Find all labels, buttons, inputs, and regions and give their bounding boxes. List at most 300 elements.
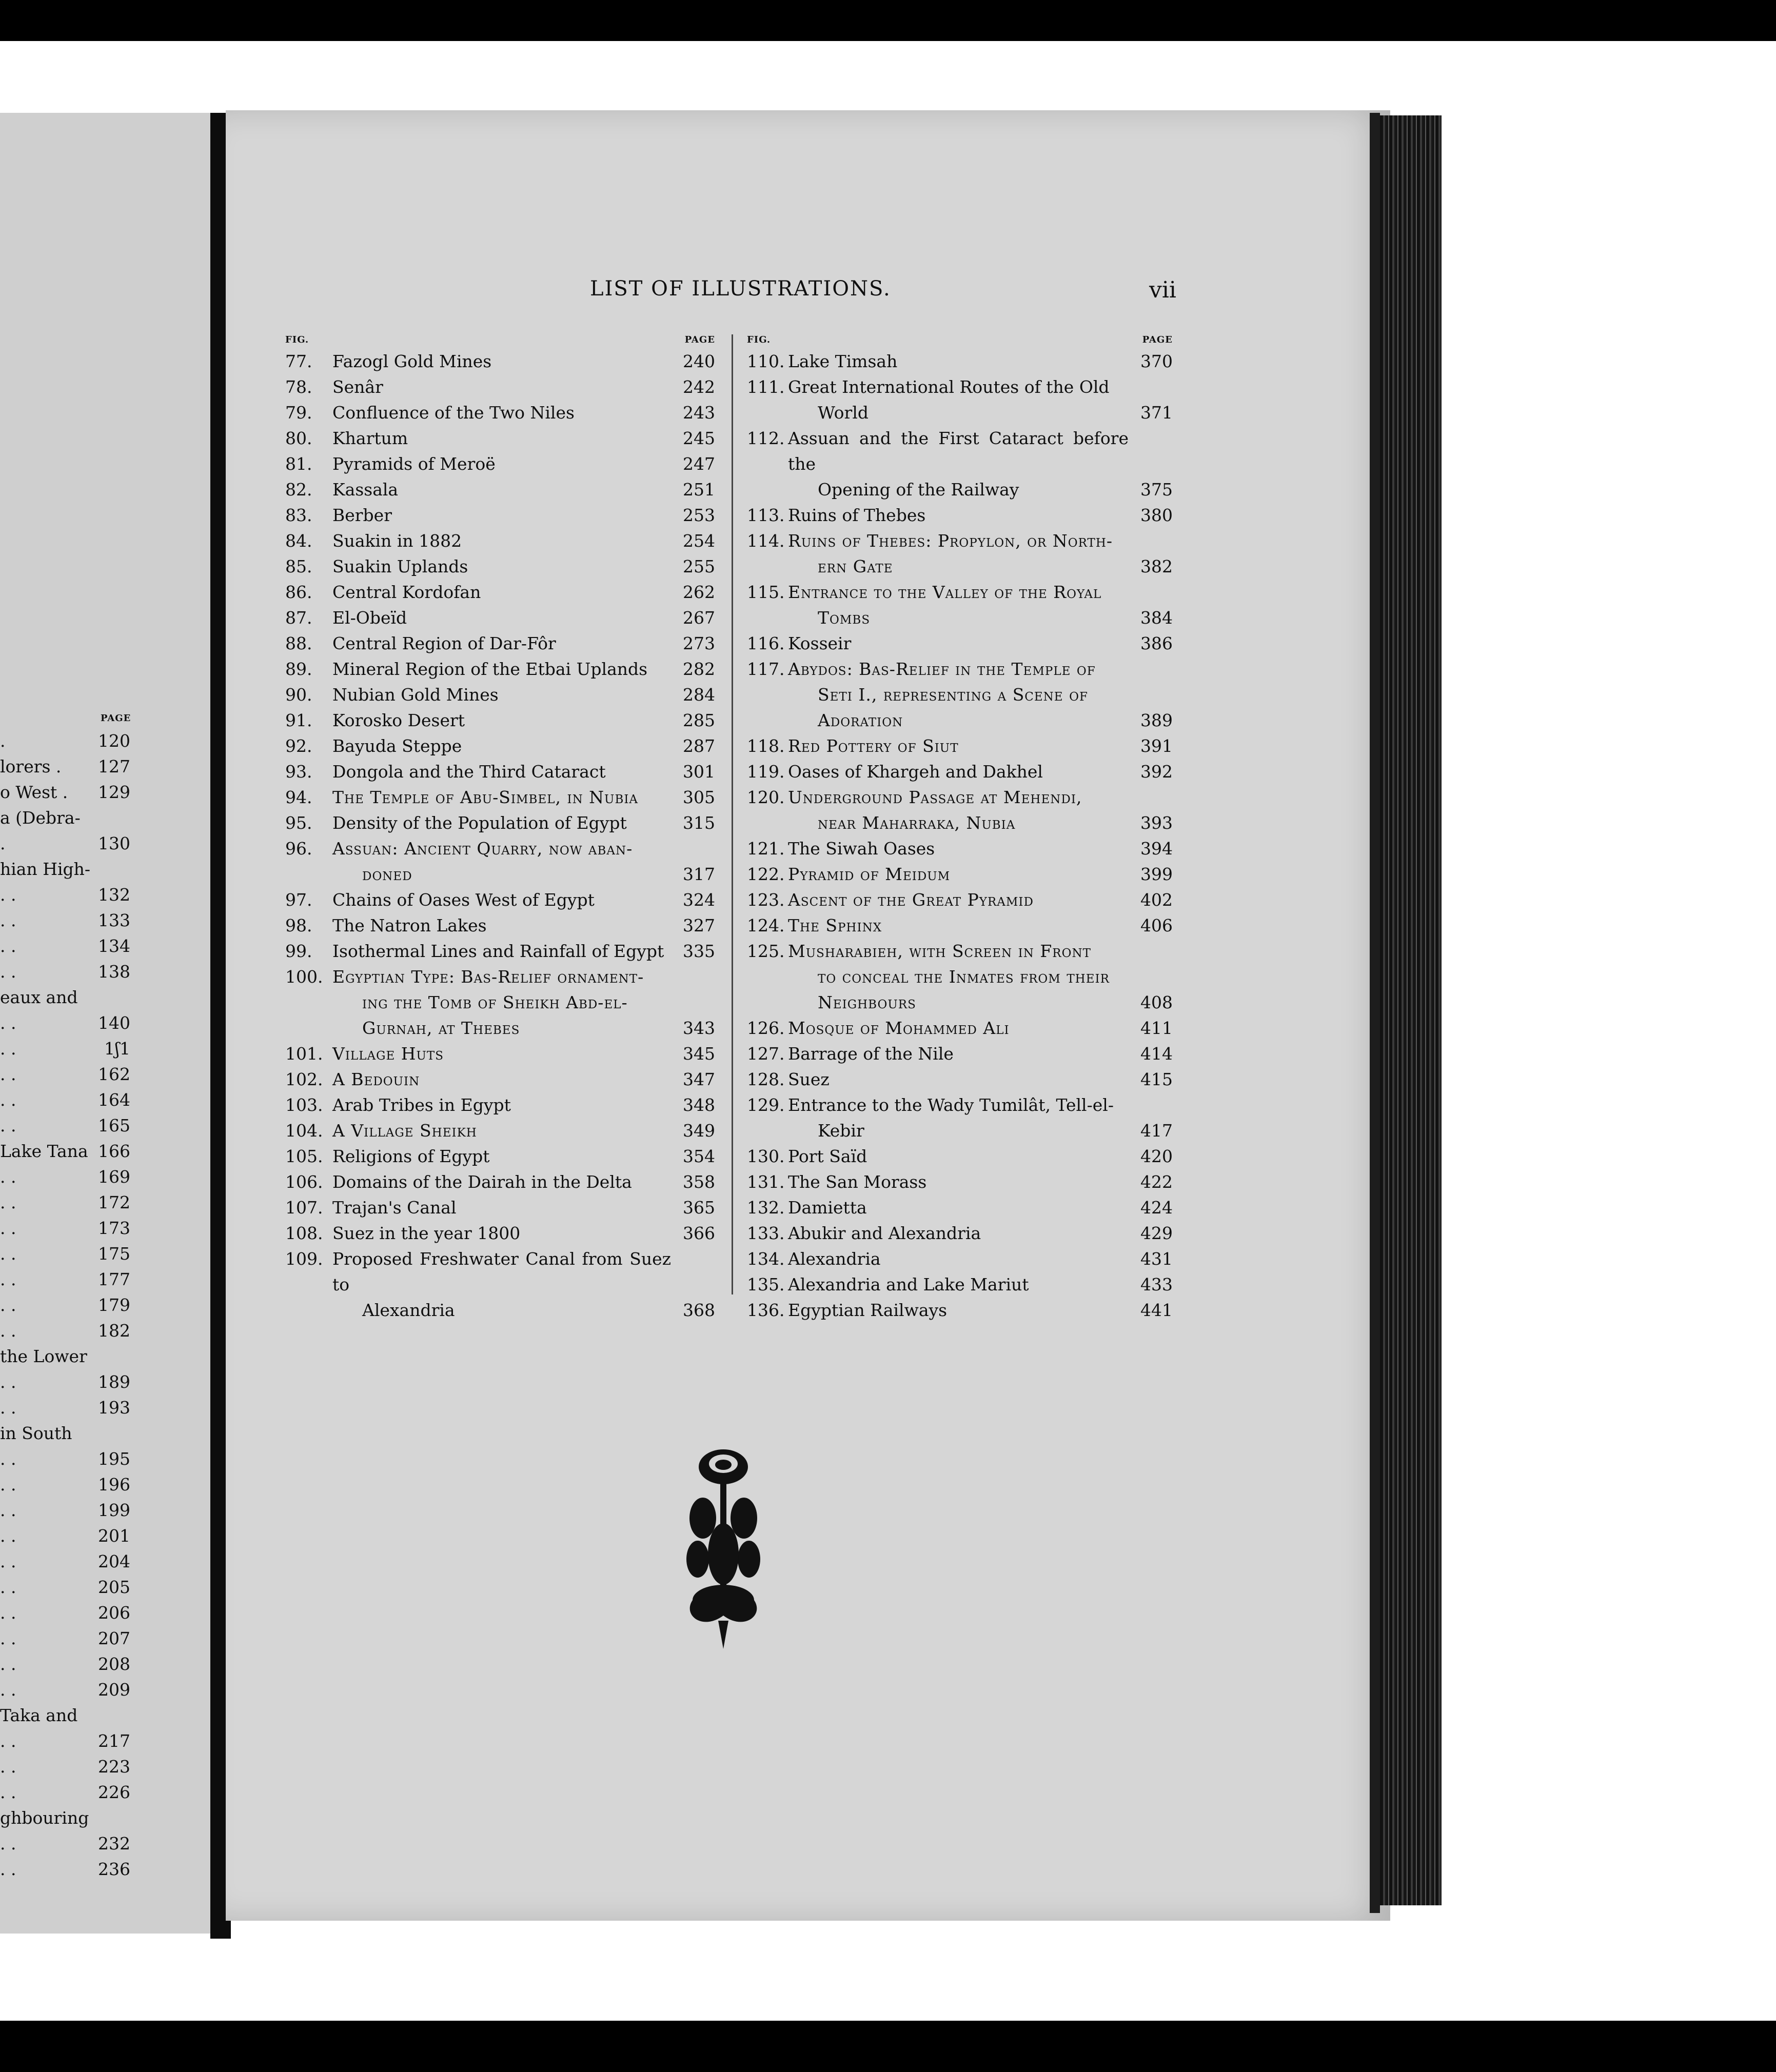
left-page-row-text: . . — [0, 1449, 16, 1469]
figure-title — [332, 451, 671, 477]
figure-title-line: Domains of the Dairah in the Delta — [332, 1172, 632, 1192]
figure-number: 80. — [285, 428, 312, 448]
figure-title-line: The Temple of Abu-Simbel, in Nubia — [332, 787, 639, 807]
left-page-row-page: 169 — [98, 1167, 130, 1187]
page-ref: 315 — [683, 813, 715, 833]
figure-title — [332, 1246, 671, 1323]
left-page-row — [0, 1600, 149, 1626]
figure-title-line: Barrage of the Nile — [788, 1044, 954, 1064]
page-ref: 375 — [1140, 480, 1173, 500]
left-page-row-text: . . — [0, 1398, 16, 1418]
list-item — [285, 528, 715, 554]
left-page-row-text: . . — [0, 1372, 16, 1392]
figure-title — [788, 1169, 1129, 1195]
page-ref: 345 — [683, 1044, 715, 1064]
figure-number: 129. — [747, 1095, 785, 1115]
left-page-row-text: in South — [0, 1423, 72, 1443]
left-page-row-page: 208 — [98, 1654, 130, 1674]
left-page-row-text: . . — [0, 1834, 16, 1854]
fig-label: FIG. — [285, 334, 309, 345]
figure-title — [788, 836, 1129, 862]
figure-title-line: Mosque of Mohammed Ali — [788, 1018, 1010, 1038]
left-page-row-page: 164 — [98, 1090, 130, 1110]
left-page-row-text: . . — [0, 1757, 16, 1777]
list-item — [285, 733, 715, 759]
figure-title-line: Ruins of Thebes — [788, 505, 926, 525]
figure-number: 135. — [747, 1274, 785, 1294]
figure-number: 121. — [747, 839, 785, 859]
figure-number: 111. — [747, 377, 785, 397]
list-item — [285, 451, 715, 477]
figure-title-line: Entrance to the Wady Tumilât, Tell-el- — [788, 1095, 1114, 1115]
figure-number: 79. — [285, 403, 312, 423]
left-page-row-page: 120 — [98, 731, 130, 751]
left-page-row — [0, 933, 149, 959]
page-ref: 242 — [683, 377, 715, 397]
figure-title-line: doned — [362, 864, 412, 884]
list-item — [285, 682, 715, 708]
left-page-row-text: eaux and — [0, 987, 78, 1007]
figure-title — [332, 426, 671, 451]
book-cover-edge — [1380, 115, 1442, 1905]
figure-title-line: Pyramids of Meroë — [332, 454, 496, 474]
page-ref: 254 — [683, 531, 715, 551]
left-page-row-text: . . — [0, 1013, 16, 1033]
figure-title-line: Senâr — [332, 377, 383, 397]
left-page-row-text: . . — [0, 1526, 16, 1546]
page-ref: 287 — [683, 736, 715, 756]
figure-title — [332, 580, 671, 605]
left-page-row — [0, 1626, 149, 1651]
floral-ornament-icon — [682, 1446, 764, 1651]
figure-number: 99. — [285, 941, 312, 961]
figure-title-line: Adoration — [818, 710, 903, 730]
left-page-row-page: 217 — [98, 1731, 130, 1751]
figure-title — [332, 503, 671, 528]
list-item — [285, 708, 715, 733]
page-ref: 335 — [683, 941, 715, 961]
page-ref: 433 — [1140, 1274, 1173, 1294]
figure-title — [332, 477, 671, 503]
list-item — [285, 887, 715, 913]
page-ref: 417 — [1140, 1121, 1173, 1141]
list-item — [747, 836, 1173, 862]
left-page-row — [0, 1010, 149, 1036]
figure-title — [788, 1272, 1129, 1298]
left-page-row — [0, 985, 149, 1010]
figure-title-line: Great International Routes of the Old — [788, 377, 1110, 397]
left-page-row-text: . . — [0, 1500, 16, 1520]
left-page-row-page: 130 — [98, 833, 130, 853]
left-page-row — [0, 805, 149, 831]
figure-title-line: Fazogl Gold Mines — [332, 351, 492, 371]
figure-number: 125. — [747, 941, 785, 961]
page-ref: 267 — [683, 608, 715, 628]
page-ref: 420 — [1140, 1146, 1173, 1166]
left-page-row-page: 134 — [98, 936, 130, 956]
left-page-row-page: 182 — [98, 1321, 130, 1341]
left-page-row-text: lorers . — [0, 756, 62, 776]
figure-title-line: Abydos: Bas-Relief in the Temple of — [788, 659, 1096, 679]
figure-title — [332, 1041, 671, 1067]
left-page-row-text: Taka and — [0, 1705, 78, 1725]
left-page-row — [0, 1062, 149, 1087]
left-page — [0, 113, 215, 1934]
figure-title-line: Musharabieh, with Screen in Front — [788, 941, 1091, 961]
figure-number: 105. — [285, 1146, 323, 1166]
figure-title-line: Egyptian Railways — [788, 1300, 948, 1320]
figure-title — [788, 426, 1129, 503]
left-page-row — [0, 1241, 149, 1267]
left-page-row-page: 127 — [98, 756, 130, 776]
figure-number: 107. — [285, 1198, 323, 1218]
figure-title-line: A Village Sheikh — [332, 1121, 477, 1141]
left-page-row-text: . . — [0, 1218, 16, 1238]
list-item — [285, 1118, 715, 1144]
page-ref: 382 — [1140, 556, 1173, 576]
figure-title — [332, 759, 671, 785]
figure-title — [332, 1169, 671, 1195]
figure-number: 82. — [285, 480, 312, 500]
figure-number: 130. — [747, 1146, 785, 1166]
list-item — [747, 733, 1173, 759]
figure-title-line: Proposed Freshwater Canal from Suez to — [332, 1249, 671, 1294]
left-page-row — [0, 1421, 149, 1446]
list-item — [747, 528, 1173, 580]
figure-title-line: Assuan and the First Cataract before the — [788, 428, 1129, 474]
figure-title — [788, 349, 1129, 374]
figure-title-line: near Maharraka, Nubia — [818, 813, 1016, 833]
page-ref: 370 — [1140, 351, 1173, 371]
figure-title — [332, 1221, 671, 1246]
figure-number: 131. — [747, 1172, 785, 1192]
left-page-row-text: . . — [0, 885, 16, 905]
figure-title-line: Religions of Egypt — [332, 1146, 490, 1166]
left-page-row — [0, 1292, 149, 1318]
list-item — [747, 862, 1173, 887]
figure-title-line: Korosko Desert — [332, 710, 465, 730]
page-label: PAGE — [1142, 334, 1173, 345]
page-ref: 349 — [683, 1121, 715, 1141]
entries-left — [285, 349, 715, 1323]
list-item — [285, 554, 715, 580]
list-item — [747, 1015, 1173, 1041]
figure-number: 112. — [747, 428, 785, 448]
page-ref: 386 — [1140, 633, 1173, 653]
page-ref: 343 — [683, 1018, 715, 1038]
figure-title-line: Egyptian Type: Bas-Relief ornament- — [332, 967, 644, 987]
left-page-row — [0, 1036, 149, 1062]
running-head: LIST OF ILLUSTRATIONS. — [590, 277, 891, 301]
figure-title-line: Ruins of Thebes: Propylon, or North- — [788, 531, 1113, 551]
figure-title-line: Suakin Uplands — [332, 556, 468, 576]
left-page-row-text: . — [0, 731, 6, 751]
figure-title — [332, 939, 671, 964]
figure-title-line: Port Saïd — [788, 1146, 867, 1166]
figure-title — [788, 939, 1129, 1015]
figure-title — [332, 1144, 671, 1169]
left-page-row — [0, 1395, 149, 1421]
page-ref: 424 — [1140, 1198, 1173, 1218]
page-edge — [1370, 113, 1380, 1913]
left-page-row-page: 189 — [98, 1372, 130, 1392]
figure-title — [332, 733, 671, 759]
figure-title-line: ern Gate — [818, 556, 893, 576]
left-page-row — [0, 1703, 149, 1728]
page-ref: 368 — [683, 1300, 715, 1320]
figure-title-line: Dongola and the Third Cataract — [332, 762, 606, 782]
left-page-row-page: 199 — [98, 1500, 130, 1520]
page-number: vii — [1149, 277, 1177, 303]
list-item — [285, 964, 715, 1041]
figure-number: 127. — [747, 1044, 785, 1064]
figure-title — [788, 862, 1129, 887]
left-page-row — [0, 1267, 149, 1292]
figure-title-line: Alexandria — [788, 1249, 881, 1269]
figure-title — [332, 1067, 671, 1092]
list-item — [747, 1144, 1173, 1169]
figure-number: 81. — [285, 454, 312, 474]
figure-number: 118. — [747, 736, 785, 756]
figure-number: 109. — [285, 1249, 323, 1269]
figure-number: 85. — [285, 556, 312, 576]
figure-number: 89. — [285, 659, 312, 679]
list-item — [285, 605, 715, 631]
left-page-row — [0, 1164, 149, 1190]
left-page-row-page: 177 — [98, 1269, 130, 1289]
page-ref: 366 — [683, 1223, 715, 1243]
figure-title-line: Suez — [788, 1069, 830, 1089]
list-item — [285, 503, 715, 528]
left-page-row-text: . . — [0, 1269, 16, 1289]
left-page-row-text: . . — [0, 1859, 16, 1879]
left-page-row — [0, 1344, 149, 1369]
left-page-row-text: . . — [0, 936, 16, 956]
left-page-row-text: . . — [0, 1064, 16, 1084]
figure-number: 83. — [285, 505, 312, 525]
left-page-row-page: 179 — [98, 1295, 130, 1315]
list-item — [747, 1041, 1173, 1067]
figure-title-line: Oases of Khargeh and Dakhel — [788, 762, 1043, 782]
figure-title — [788, 580, 1129, 631]
figure-title — [332, 374, 671, 400]
left-page-row — [0, 1575, 149, 1600]
figure-number: 128. — [747, 1069, 785, 1089]
figure-title-line: Kassala — [332, 480, 399, 500]
figure-number: 126. — [747, 1018, 785, 1038]
list-item — [285, 785, 715, 810]
page-ref: 253 — [683, 505, 715, 525]
left-page-row-text: . . — [0, 1603, 16, 1623]
figure-number: 84. — [285, 531, 312, 551]
figure-number: 117. — [747, 659, 785, 679]
list-item — [285, 836, 715, 887]
left-page-row — [0, 882, 149, 908]
left-page-row-text: . . — [0, 1039, 16, 1059]
list-item — [747, 349, 1173, 374]
left-page-row-page: 195 — [98, 1449, 130, 1469]
page-ref: 348 — [683, 1095, 715, 1115]
figure-title-line: El-Obeïd — [332, 608, 407, 628]
left-page-row-page: 1ʃ1 — [104, 1039, 130, 1059]
page-ref: 282 — [683, 659, 715, 679]
figure-number: 102. — [285, 1069, 323, 1089]
figure-title-line: Confluence of the Two Niles — [332, 403, 575, 423]
left-page-row-text: . . — [0, 910, 16, 930]
figure-number: 103. — [285, 1095, 323, 1115]
page-ref: 251 — [683, 480, 715, 500]
list-item — [747, 631, 1173, 656]
figure-title — [332, 554, 671, 580]
left-page-row-text: . . — [0, 1192, 16, 1212]
page-ref: 389 — [1140, 710, 1173, 730]
left-page-row-page: 196 — [98, 1475, 130, 1495]
figure-title-line: Alexandria and Lake Mariut — [788, 1274, 1029, 1294]
figure-title-line: Neighbours — [818, 992, 916, 1012]
left-page-row — [0, 1549, 149, 1575]
figure-number: 116. — [747, 633, 785, 653]
left-page-row-page: 173 — [98, 1218, 130, 1238]
illustrations-column-left — [285, 328, 715, 1323]
left-page-row-text: the Lower — [0, 1346, 87, 1366]
page-ref: 305 — [683, 787, 715, 807]
list-item — [285, 913, 715, 939]
figure-number: 101. — [285, 1044, 323, 1064]
figure-title — [788, 528, 1129, 580]
left-page-row — [0, 754, 149, 780]
list-item — [747, 887, 1173, 913]
left-page-row-text: . . — [0, 1628, 16, 1648]
left-page-row-text: . . — [0, 1244, 16, 1264]
page-ref: 399 — [1140, 864, 1173, 884]
figure-title-line: Kebir — [818, 1121, 864, 1141]
left-page-row — [0, 1651, 149, 1677]
figure-title-line: Berber — [332, 505, 392, 525]
left-page-row — [0, 1369, 149, 1395]
left-page-row-text: . . — [0, 1731, 16, 1751]
figure-title — [788, 1298, 1129, 1323]
left-page-row-page: 165 — [98, 1115, 130, 1135]
figure-title — [332, 913, 671, 939]
page-ref: 414 — [1140, 1044, 1173, 1064]
figure-number: 92. — [285, 736, 312, 756]
page-ref: 301 — [683, 762, 715, 782]
figure-title-line: The Natron Lakes — [332, 915, 487, 935]
figure-number: 123. — [747, 890, 785, 910]
left-page-row-text: . . — [0, 1680, 16, 1700]
figure-title — [788, 1092, 1129, 1144]
list-item — [285, 1169, 715, 1195]
left-page-row — [0, 1780, 149, 1805]
left-page-row-text: . . — [0, 1295, 16, 1315]
left-page-row-text: . . — [0, 1577, 16, 1597]
figure-title-line: Isothermal Lines and Rainfall of Egypt — [332, 941, 664, 961]
left-page-row-text: . — [0, 833, 6, 853]
figure-title-line: Pyramid of Meidum — [788, 864, 951, 884]
figure-title-line: Gurnah, at Thebes — [362, 1018, 520, 1038]
figure-number: 86. — [285, 582, 312, 602]
left-page-row — [0, 1318, 149, 1344]
figure-number: 98. — [285, 915, 312, 935]
figure-title — [332, 708, 671, 733]
figure-title-line: Khartum — [332, 428, 408, 448]
figure-number: 97. — [285, 890, 312, 910]
left-page-row-text: o West . — [0, 782, 68, 802]
illustrations-column-right — [747, 328, 1173, 1323]
left-page-row — [0, 780, 149, 805]
left-page-row-page: 204 — [98, 1551, 130, 1571]
list-item — [285, 1195, 715, 1221]
list-item — [747, 1195, 1173, 1221]
list-item — [285, 580, 715, 605]
figure-title-line: Suakin in 1882 — [332, 531, 462, 551]
left-page-row — [0, 959, 149, 985]
left-page-row-page: 166 — [98, 1141, 130, 1161]
page-ref: 406 — [1140, 915, 1173, 935]
column-head — [747, 328, 1173, 349]
page-ref: 285 — [683, 710, 715, 730]
figure-title — [332, 605, 671, 631]
figure-title — [788, 887, 1129, 913]
figure-title — [332, 349, 671, 374]
page-ref: 358 — [683, 1172, 715, 1192]
figure-number: 93. — [285, 762, 312, 782]
figure-title-line: Damietta — [788, 1198, 867, 1218]
left-page-row-text: . . — [0, 1654, 16, 1674]
figure-title-line: Suez in the year 1800 — [332, 1223, 521, 1243]
left-page-row-text: . . — [0, 962, 16, 982]
scan-border-top — [0, 0, 1776, 41]
left-page-row-page: 132 — [98, 885, 130, 905]
figure-title — [332, 528, 671, 554]
page-ref: 392 — [1140, 762, 1173, 782]
figure-title — [788, 374, 1129, 426]
figure-title — [788, 503, 1129, 528]
figure-title-line: Abukir and Alexandria — [788, 1223, 981, 1243]
page-ref: 411 — [1140, 1018, 1173, 1038]
figure-title-line: Assuan: Ancient Quarry, now aban- — [332, 839, 633, 859]
left-page-row-page: 226 — [98, 1782, 130, 1802]
left-page-row-text: . . — [0, 1551, 16, 1571]
figure-number: 114. — [747, 531, 785, 551]
page-ref: 262 — [683, 582, 715, 602]
page-ref: 273 — [683, 633, 715, 653]
figure-number: 88. — [285, 633, 312, 653]
list-item — [747, 939, 1173, 1015]
list-item — [747, 656, 1173, 733]
figure-title — [332, 400, 671, 426]
list-item — [285, 426, 715, 451]
figure-number: 78. — [285, 377, 312, 397]
figure-title — [332, 1195, 671, 1221]
page-ref: 255 — [683, 556, 715, 576]
page-ref: 408 — [1140, 992, 1173, 1012]
left-page-row-page: 193 — [98, 1398, 130, 1418]
left-page-row-text: hian High- — [0, 859, 91, 879]
figure-title-line: Underground Passage at Mehendi, — [788, 787, 1082, 807]
figure-title — [788, 656, 1129, 733]
list-item — [285, 656, 715, 682]
list-item — [747, 1246, 1173, 1272]
page-ref: 429 — [1140, 1223, 1173, 1243]
figure-number: 104. — [285, 1121, 323, 1141]
figure-title-line: Trajan's Canal — [332, 1198, 457, 1218]
figure-title-line: to conceal the Inmates from their — [818, 967, 1110, 987]
left-page-row-text: . . — [0, 1321, 16, 1341]
page-ref: 324 — [683, 890, 715, 910]
figure-title-line: Tombs — [818, 608, 871, 628]
figure-title — [332, 887, 671, 913]
